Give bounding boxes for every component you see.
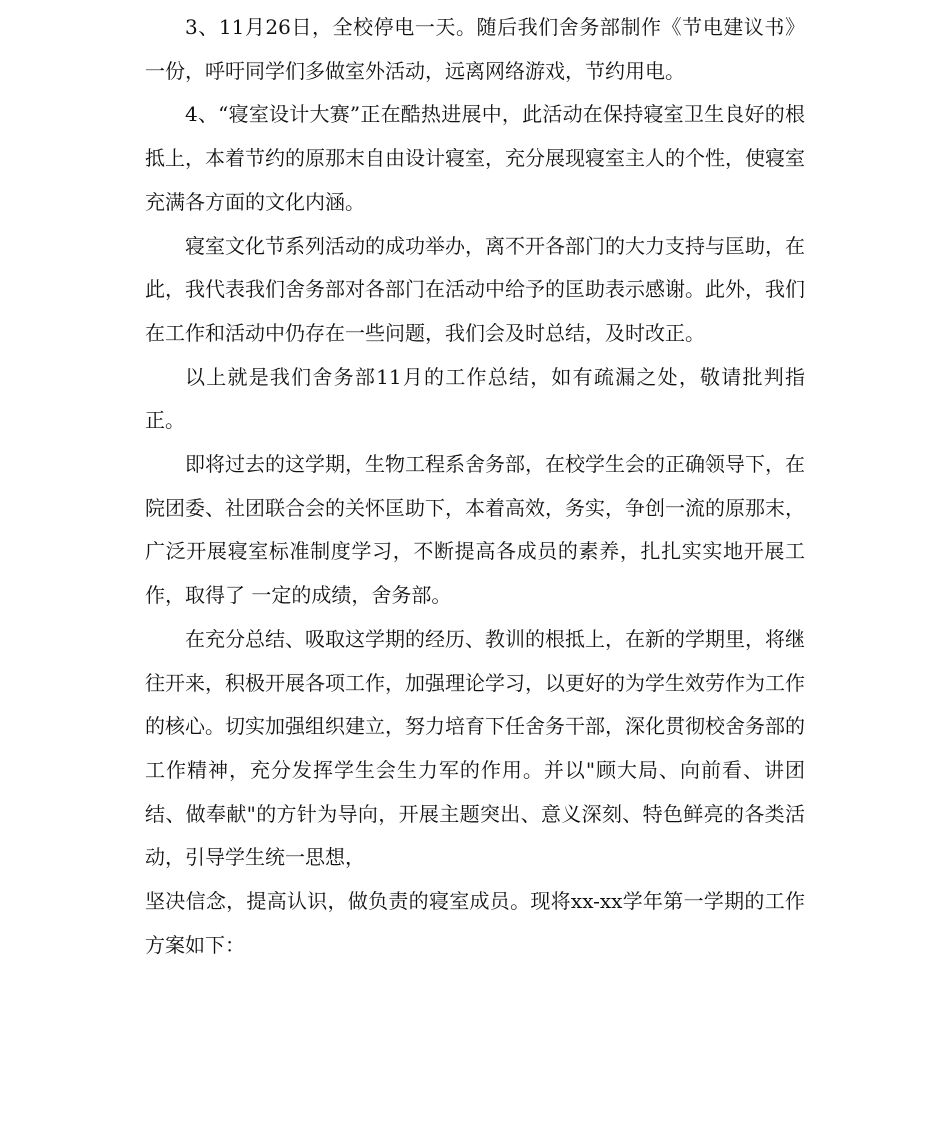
paragraph-item-4: 4、“寝室设计大赛”正在酷热进展中，此活动在保持寝室卫生良好的根抵上，本着节约的原那末自由设计寝室，充分展现寝室主人的个性，使寝室充满各方面的文化内涵。	[145, 102, 805, 214]
paragraph-summary-closing: 以上就是我们舍务部11月的工作总结，如有疏漏之处，敬请批判指正。	[145, 364, 805, 433]
document-body	[145, 6, 805, 967]
paragraph-semester-review: 即将过去的这学期，生物工程系舍务部，在校学生会的正确领导下，在院团委、社团联合会的关怀匡助下，本着高效，务实，争创一流的原那末，广泛开展寝室标准制度学习，不断提高各成员的素养，扎扎实实地开展工作，取得了 一定的成绩，舍务部。	[145, 452, 805, 608]
paragraph-new-semester-plan: 在充分总结、吸取这学期的经历、教训的根抵上，在新的学期里，将继往开来，积极开展各项工作，加强理论学习，以更好的为学生效劳作为工作的核心。切实加强组织建立，努力培育下任舍务干部，深化贯彻校舍务部的工作精神，充分发挥学生会生力军的作用。并以"顾大局、向前看、讲团结、做奉献"的方针为导向，开展主题突出、意义深刻、特色鲜亮的各类活动，引导学生统一思想，	[145, 626, 805, 870]
paragraph-item-3: 3、11月26日，全校停电一天。随后我们舍务部制作《节电建议书》一份，呼吁同学们多做室外活动，远离网络游戏，节约用电。	[145, 15, 805, 83]
paragraph-plan-intro: 坚决信念，提高认识，做负责的寝室成员。现将xx-xx学年第一学期的工作方案如下：	[145, 889, 805, 957]
paragraph-thanks: 寝室文化节系列活动的成功举办，离不开各部门的大力支持与匡助，在此，我代表我们舍务部对各部门在活动中给予的匡助表示感谢。此外，我们在工作和活动中仍存在一些问题，我们会及时总结，及时改正。	[145, 233, 805, 345]
